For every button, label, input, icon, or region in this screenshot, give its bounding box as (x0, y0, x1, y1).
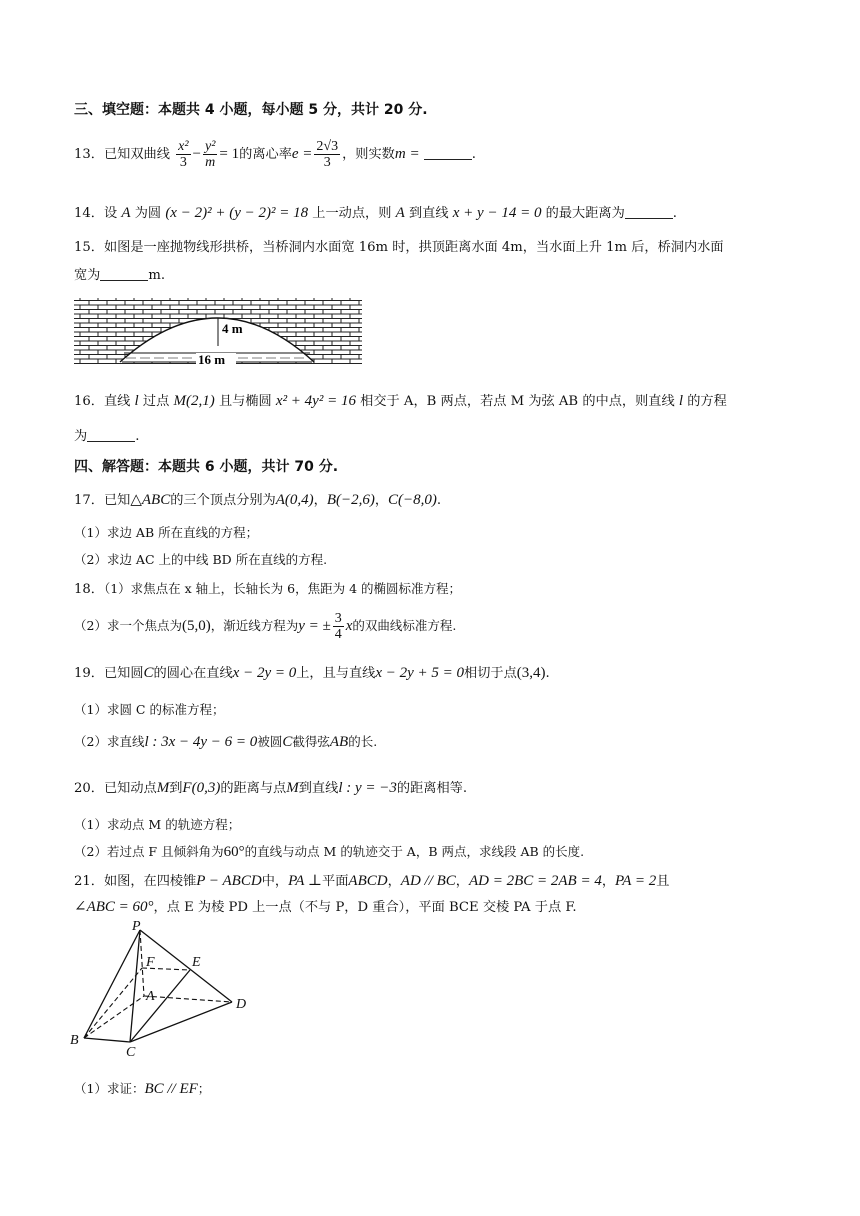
q13-number: 13． (74, 147, 104, 162)
q18-fraction: $\frac{3}{4}$ (334, 611, 342, 642)
q13-fraction-x: $\frac{\text{x²}}{3}$ (178, 139, 189, 170)
q17-triangle: △ABC (130, 492, 171, 508)
q16-text: 且与椭圆 (218, 394, 272, 409)
q20-number: 20． (74, 781, 104, 796)
question-21-line2: ∠ABC = 60°，点 E 为棱 PD 上一点（不与 P，D 重合），平面 BCE 交棱 PA 于点 F. (74, 899, 577, 915)
q17-text: 已知 (103, 493, 131, 508)
point-F: F (146, 955, 155, 970)
q17-point-C: C(−8,0) (388, 492, 437, 508)
q14-number: 14． (74, 206, 104, 221)
q14-A: A (121, 205, 131, 221)
q20-focus: F(0,3) (182, 780, 221, 796)
q13-eq1: = 1 (219, 146, 240, 162)
q14-text: 设 (103, 206, 118, 221)
bridge-height-label: 4 m (222, 321, 243, 336)
q21-pyramid: P − ABCD (196, 873, 262, 889)
question-19: 19．已知圆C的圆心在直线x − 2y = 0上，且与直线x − 2y + 5 = 0相切于点(3,4). (74, 665, 550, 681)
q19-part2: （2）求直线l : 3x − 4y − 6 = 0被圆C截得弦AB的长. (74, 734, 378, 750)
q15-answer-blank[interactable] (100, 266, 148, 281)
vertex-C: C (126, 1045, 136, 1058)
q16-answer-blank[interactable] (87, 427, 135, 442)
q18-part2: （2）求一个焦点为(5,0)，渐近线方程为y = ± $\frac{3}{4}$ x的双曲线标准方程. (74, 611, 457, 642)
q16-text: 的方程 (687, 394, 727, 409)
q16-text: 为 (74, 429, 88, 444)
q17-text: 的三个顶点分别为 (170, 493, 276, 508)
q14-line-equation: x + y − 14 = 0 (452, 205, 542, 221)
q14-circle-equation: (x − 2)² + (y − 2)² = 18 (165, 205, 309, 221)
question-20: 20．已知动点M到F(0,3)的距离与点M到直线l : y = −3的距离相等. (74, 780, 468, 796)
bridge-width-label: 16 m (198, 352, 226, 367)
q16-text: 直线 (103, 394, 131, 409)
q16-text: 相交于 A，B 两点，若点 M 为弦 AB 的中点，则直线 (360, 394, 675, 409)
q13-text-post: ，则实数 (342, 147, 395, 162)
question-16-line1 (74, 391, 727, 412)
q20-angle: 60° (223, 844, 245, 860)
q16-number: 16． (74, 394, 104, 409)
q13-answer-blank[interactable] (424, 145, 472, 160)
q14-end: . (672, 206, 677, 221)
q14-A: A (395, 205, 405, 221)
q13-fraction-y: $\frac{\text{y²}}{m}$ (205, 139, 216, 170)
q13-m: m = (394, 146, 420, 162)
q16-ellipse: x² + 4y² = 16 (275, 393, 356, 409)
question-17: 17．已知△ABC的三个顶点分别为A(0,4)，B(−2,6)，C(−8,0). (74, 492, 442, 508)
q13-text-mid: 的离心率 (239, 147, 292, 162)
q17-number: 17． (74, 493, 104, 508)
question-21-line1: 21．如图，在四棱锥P − ABCD中，PA ⊥平面ABCD，AD // BC，AD = 2BC = 2AB = 4，PA = 2且 (74, 873, 670, 889)
q17-part1: （1）求边 AB 所在直线的方程； (74, 525, 259, 540)
question-15-line1 (74, 238, 724, 258)
section3-heading: 三、填空题：本题共 4 小题，每小题 5 分，共计 20 分. (74, 102, 428, 118)
q17-point-A: A(0,4) (275, 492, 314, 508)
vertex-D: D (236, 997, 247, 1012)
q14-text: 的最大距离为 (545, 206, 625, 221)
q19-chord-line: l : 3x − 4y − 6 = 0 (144, 734, 258, 750)
q17-part2: （2）求边 AC 上的中线 BD 所在直线的方程. (74, 552, 328, 567)
q21-part1: （1）求证：BC // EF； (74, 1081, 211, 1097)
q20-directrix: l : y = −3 (338, 780, 397, 796)
q18-asymptote: y = ± (298, 618, 331, 634)
q18-focus: (5,0) (181, 618, 211, 634)
question-18 (74, 579, 461, 600)
pyramid-figure (68, 918, 258, 1058)
question-15-line2 (74, 266, 165, 286)
q17-point-B: B(−2,6) (326, 492, 375, 508)
question-13 (74, 137, 476, 172)
q18-number: 18． (74, 582, 104, 597)
q19-number: 19． (74, 666, 104, 681)
vertex-B: B (70, 1033, 79, 1048)
q14-text: 上一动点，则 (312, 206, 392, 221)
vertex-P: P (132, 919, 141, 934)
q14-text: 为圆 (134, 206, 162, 221)
vertex-A: A (146, 989, 155, 1004)
q15-number: 15． (74, 240, 104, 255)
q14-answer-blank[interactable] (625, 204, 673, 219)
q21-angle: ∠ABC = 60° (74, 899, 154, 915)
q20-part2: （2）若过点 F 且倾斜角为60°的直线与动点 M 的轨迹交于 A，B 两点，求线段 AB 的长度. (74, 844, 585, 860)
q15-text: m. (148, 268, 166, 283)
q15-text: 宽为 (74, 268, 101, 283)
q19-center-line: x − 2y = 0 (232, 665, 297, 681)
q21-part1-statement: BC // EF (144, 1081, 198, 1097)
point-E: E (192, 955, 201, 970)
q19-tangent-line: x − 2y + 5 = 0 (375, 665, 465, 681)
q19-tangent-point: (3,4) (516, 665, 546, 681)
q13-text-pre: 已知双曲线 (103, 147, 170, 162)
q13-minus: − (192, 146, 201, 162)
q13-e: e = (291, 146, 313, 162)
question-14 (74, 203, 677, 224)
q16-l: l (678, 393, 684, 409)
q15-text: 如图是一座抛物线形拱桥，当桥洞内水面宽 16m 时，拱顶距离水面 4m，当水面上升 1m 后，桥洞内水面 (103, 240, 724, 255)
q16-text: 过点 (142, 394, 170, 409)
q18-part1: （1）求焦点在 x 轴上，长轴长为 6，焦距为 4 的椭圆标准方程； (103, 581, 461, 596)
q16-l: l (134, 393, 139, 409)
q13-fraction-e: $\frac{2√3}{3}$ (316, 139, 339, 170)
question-16-line2 (74, 427, 139, 447)
q21-number: 21． (74, 874, 104, 889)
q20-part1: （1）求动点 M 的轨迹方程； (74, 817, 241, 832)
section4-heading: 四、解答题：本题共 6 小题，共计 70 分. (74, 459, 339, 475)
bridge-figure (74, 296, 362, 370)
q19-part1: （1）求圆 C 的标准方程； (74, 702, 225, 717)
q13-end: . (471, 147, 476, 162)
q16-point: M(2,1) (173, 393, 215, 409)
q16-end: . (135, 429, 140, 444)
q14-text: 到直线 (409, 206, 449, 221)
